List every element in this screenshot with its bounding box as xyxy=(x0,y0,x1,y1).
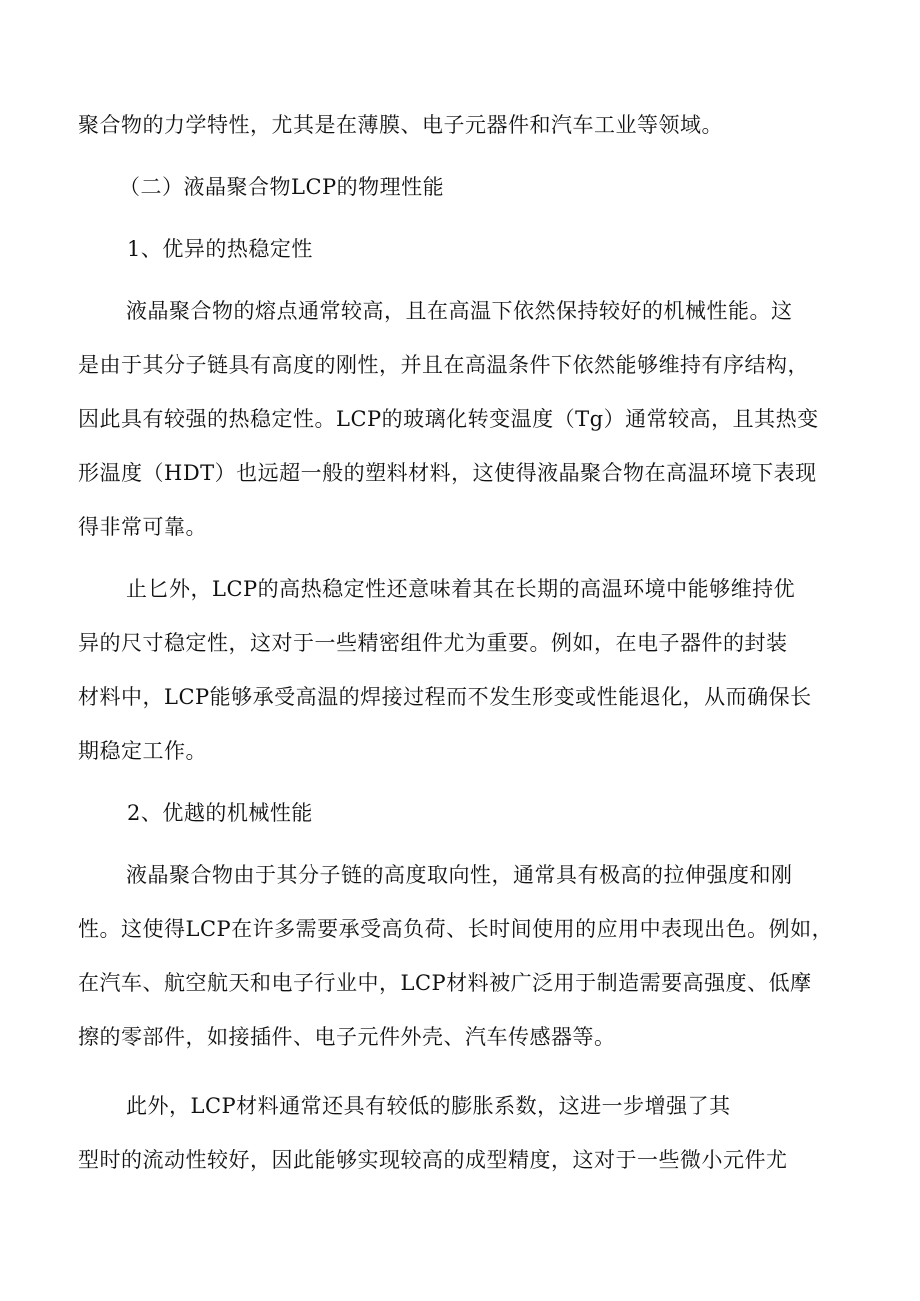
body-text-line: 是由于其分子链具有高度的刚性，并且在高温条件下依然能够维持有序结构， xyxy=(78,353,809,377)
section-heading: （二）液晶聚合物LCP的物理性能 xyxy=(119,175,445,199)
subsection-heading: 1、优异的热稳定性 xyxy=(127,237,313,261)
body-text-line: 止匕外，LCP的高热稳定性还意味着其在长期的高温环境中能够维持优 xyxy=(126,577,796,601)
body-text-line: 液晶聚合物由于其分子链的高度取向性，通常具有极高的拉伸强度和刚 xyxy=(126,863,793,887)
body-text-line: 因此具有较强的热稳定性。LCP的玻璃化转变温度（Tg）通常较高，且其热变 xyxy=(78,407,819,431)
body-text-line: 材料中，LCP能够承受高温的焊接过程而不发生形变或性能退化，从而确保长 xyxy=(78,685,812,709)
body-text-line: 擦的零部件，如接插件、电子元件外壳、汽车传感器等。 xyxy=(78,1025,616,1049)
body-text-line: 聚合物的力学特性，尤其是在薄膜、电子元器件和汽车工业等领域。 xyxy=(78,113,723,137)
body-text-line: 异的尺寸稳定性，这对于一些精密组件尤为重要。例如，在电子器件的封装 xyxy=(78,631,788,655)
body-text-line: 形温度（HDT）也远超一般的塑料材料，这使得液晶聚合物在高温环境下表现 xyxy=(78,461,817,485)
body-text-line: 型时的流动性较好，因此能够实现较高的成型精度，这对于一些微小元件尤 xyxy=(78,1148,788,1172)
body-text-line: 得非常可靠。 xyxy=(78,515,207,539)
body-text-line: 液晶聚合物的熔点通常较高，且在高温下依然保持较好的机械性能。这 xyxy=(126,299,793,323)
body-text-line: 此外，LCP材料通常还具有较低的膨胀系数，这进一步增强了其 xyxy=(126,1094,731,1118)
subsection-heading: 2、优越的机械性能 xyxy=(127,801,313,825)
body-text-line: 期稳定工作。 xyxy=(78,739,207,763)
body-text-line: 在汽车、航空航天和电子行业中，LCP材料被广泛用于制造需要高强度、低摩 xyxy=(78,971,812,995)
body-text-line: 性。这使得LCP在许多需要承受高负荷、长时间使用的应用中表现出色。例如， xyxy=(78,917,834,941)
